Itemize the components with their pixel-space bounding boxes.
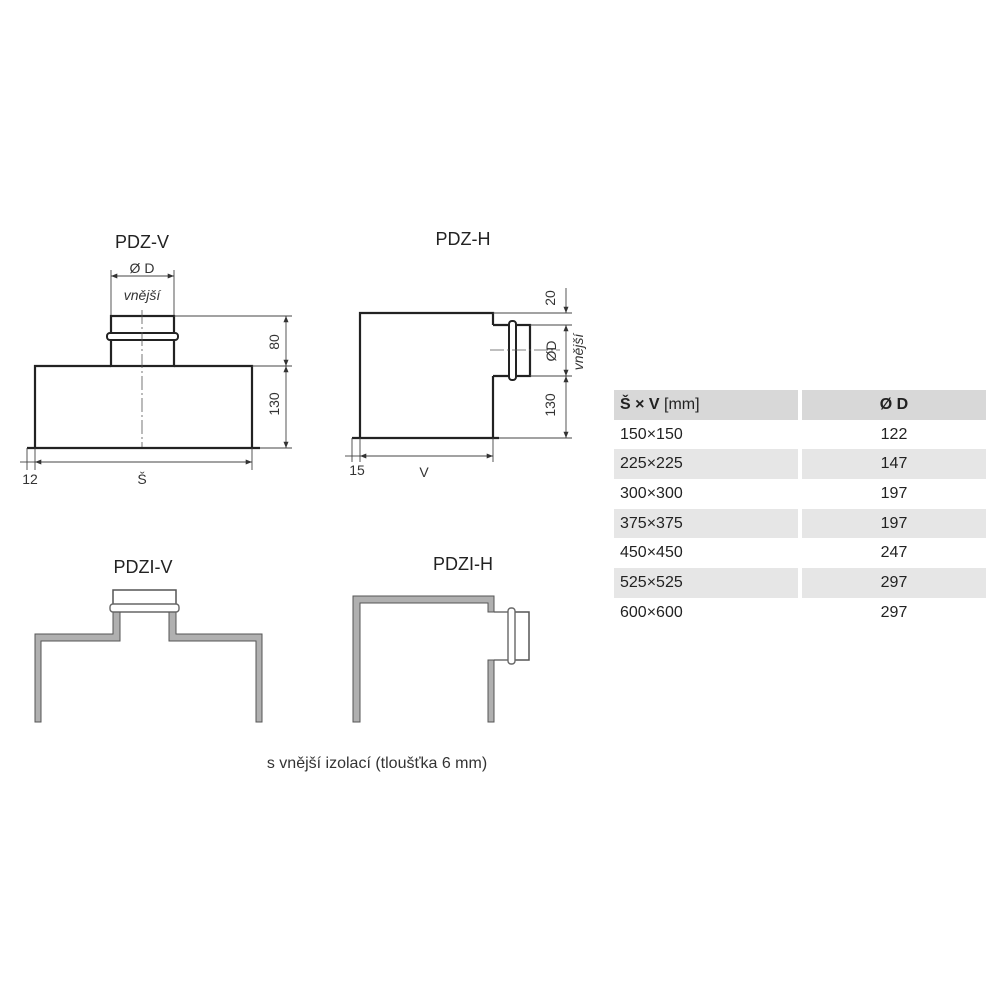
pdzi-v-drawing — [35, 557, 262, 722]
pdz-v-seal-ring — [107, 333, 178, 340]
pdzi-h-title: PDZI-H — [433, 554, 493, 574]
pdz-h-title: PDZ-H — [435, 229, 491, 249]
pdzi-h-insulation-side — [488, 660, 494, 722]
pdzi-h-drawing — [353, 554, 529, 722]
pdz-v-dim-width: Š — [137, 471, 147, 487]
header-diameter: Ø D — [800, 390, 986, 420]
insulation-caption: s vnější izolací (tloušťka 6 mm) — [266, 755, 488, 772]
pdz-h-box — [360, 313, 493, 438]
pdz-v-dim-bottom: 130 — [266, 392, 282, 416]
table-row: 375×375 197 — [614, 509, 986, 539]
table-row: 300×300 197 — [614, 479, 986, 509]
pdzi-v-title: PDZI-V — [113, 557, 173, 577]
pdz-h-dim-bottom: 130 — [542, 393, 558, 417]
pdz-v-dim-top: 80 — [266, 334, 282, 350]
pdz-h-outer-label: vnější — [570, 333, 586, 371]
table-row: 600×600 297 — [614, 598, 986, 628]
pdzi-h-insulation-top — [353, 596, 494, 722]
pdz-v-dim-flange: 12 — [22, 471, 38, 487]
table-row: 450×450 247 — [614, 538, 986, 568]
pdz-h-dim-width: V — [419, 464, 429, 480]
table-row: 225×225 147 — [614, 449, 986, 479]
pdz-h-dim-top: 20 — [542, 290, 558, 306]
pdz-v-title: PDZ-V — [115, 232, 169, 252]
pdz-v-diameter-label: Ø D — [129, 260, 155, 276]
pdz-h-drawing — [345, 229, 586, 480]
pdzi-v-seal-ring — [110, 604, 179, 612]
pdz-h-diameter-label: ØD — [543, 340, 559, 362]
pdz-h-dim-flange: 15 — [349, 462, 365, 478]
table-row: 525×525 297 — [614, 568, 986, 598]
table-header-row — [614, 390, 986, 420]
table-row: 150×150 122 — [614, 420, 986, 450]
pdz-h-seal-ring — [509, 321, 516, 380]
pdz-v-outer-label: vnější — [123, 287, 161, 303]
pdz-v-box — [35, 366, 252, 448]
header-size: Š × V [mm] — [614, 390, 800, 420]
pdz-v-drawing — [20, 232, 292, 487]
pdzi-h-seal-ring — [508, 608, 515, 664]
dimensions-table — [614, 390, 986, 628]
